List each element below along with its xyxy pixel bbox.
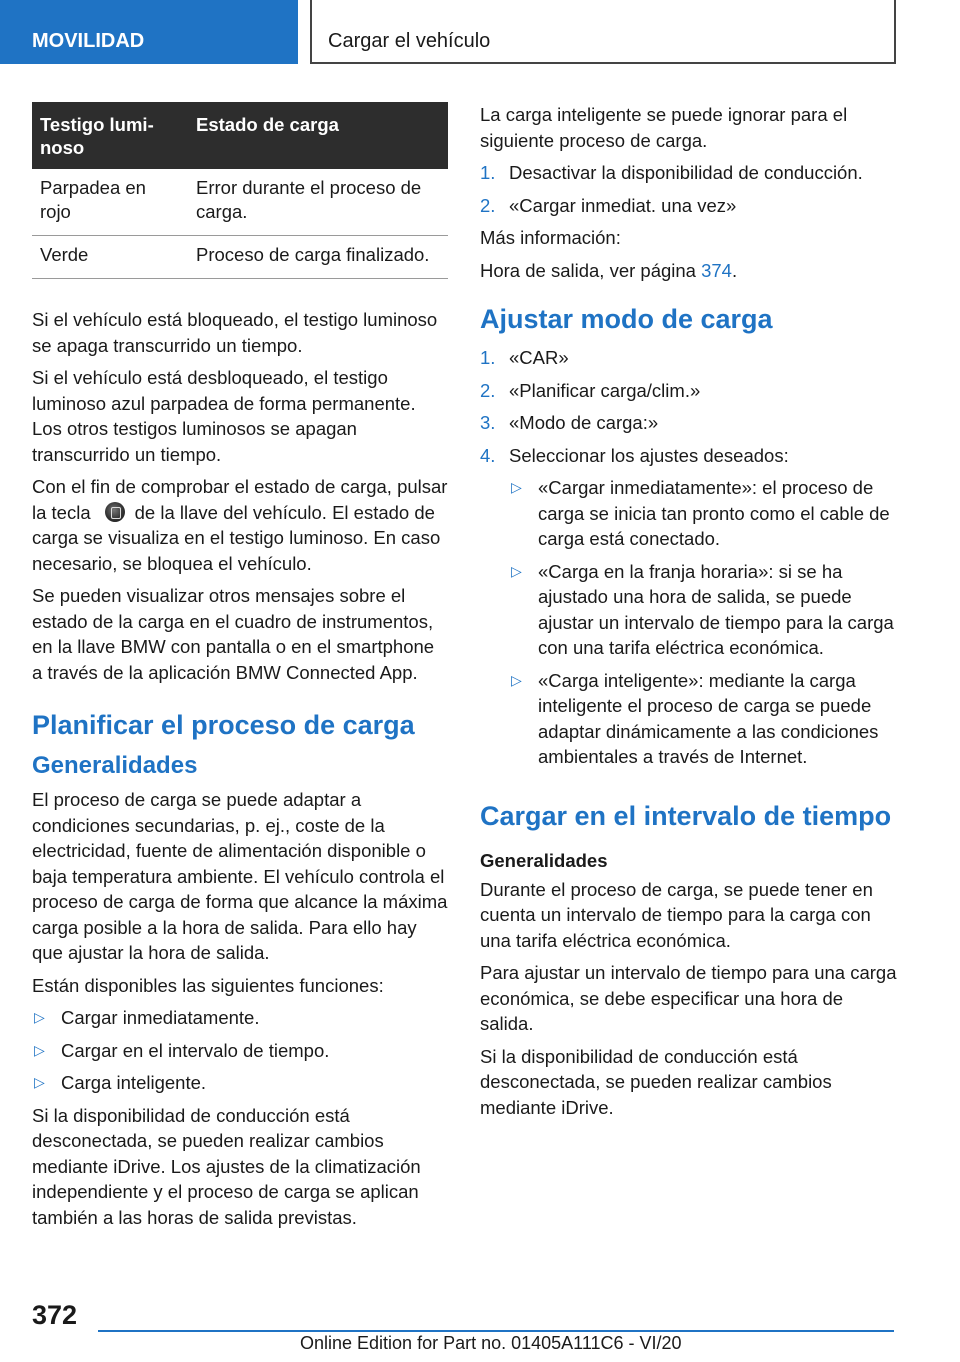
paragraph-text: Hora de salida, ver página — [480, 259, 696, 281]
page-reference-link[interactable]: 374 — [701, 259, 732, 281]
page-number: 372 — [32, 1300, 78, 1330]
paragraph-text: de la llave del vehículo. El estado de carga se visualiza en el testigo luminoso. En caso necesario, se bloquea el vehículo. — [32, 501, 441, 574]
list-item-text: Cargar inmediatamente. — [61, 1007, 260, 1028]
table-cell: Error durante el proceso de carga. — [188, 169, 448, 236]
paragraph: El proceso de carga se puede adaptar a condiciones secundarias, p. ej., coste de la electricidad, fuente de alimentación disponible o baja temperatura ambiente. El vehículo controla el proceso de carga de forma que alcance la máxima carga posible a la hora de salida. Para ello hay que ajustar la hora de salida. — [32, 789, 448, 963]
list-item-text: «Cargar inmediat. una vez» — [509, 194, 737, 216]
paragraph: Si la disponibilidad de conducción está desconectada, se pueden realizar cambios mediante iDrive. — [480, 1045, 832, 1118]
table-header-row — [32, 102, 448, 169]
paragraph: Para ajustar un intervalo de tiempo para una carga económica, se debe especificar una hora de salida. — [480, 962, 897, 1034]
triangle-bullet-icon: ▷ — [511, 562, 522, 579]
paragraph: Si el vehículo está bloqueado, el testigo luminoso se apaga transcurrido un tiempo. — [32, 309, 438, 356]
list-item-text: Carga inteligente. — [61, 1072, 207, 1093]
list-item-text: Desactivar la disponibilidad de conducción. — [509, 162, 863, 183]
list-item-text: «Cargar inmediatamente»: el proceso de carga se inicia tan pronto como el cable de carga está conectado. — [538, 477, 890, 549]
list-item-text: Cargar en el intervalo de tiempo. — [61, 1039, 330, 1061]
table-header-cell: Testigo lumi-noso — [32, 102, 188, 169]
triangle-bullet-icon: ▷ — [34, 1009, 45, 1025]
list-item-text: «Carga en la franja horaria»: si se ha ajustado una hora de salida, se puede ajustar un intervalo de tiempo para la carga con una tarifa eléctrica económica. — [538, 560, 894, 658]
list-item-text: «Carga inteligente»: mediante la carga inteligente el proceso de carga se puede adaptar dinámicamente a las condiciones ambientales a través de Internet. — [538, 669, 879, 767]
list-item-text: «Modo de carga:» — [509, 412, 659, 433]
footer-divider — [98, 1330, 894, 1332]
paragraph-text: Con el fin de comprobar el estado de carga, pulsar la tecla — [32, 476, 448, 523]
section-heading: Cargar en el intervalo de tiempo — [480, 800, 892, 831]
right-column — [480, 102, 900, 1127]
section-heading: Planificar el proceso de carga — [32, 710, 415, 740]
subsection-heading: Generalidades — [480, 849, 608, 871]
list-item — [32, 1038, 448, 1064]
list-item-text: Seleccionar los ajustes deseados: — [509, 444, 789, 466]
step-number: 3. — [480, 412, 496, 433]
steps-list — [480, 345, 900, 770]
step-number: 1. — [480, 162, 496, 183]
footer-edition-text: Online Edition for Part no. 01405A111C6 - VI/20 — [300, 1333, 682, 1353]
left-column — [32, 102, 448, 1237]
options-list — [509, 475, 900, 770]
triangle-bullet-icon: ▷ — [34, 1074, 45, 1090]
list-item — [480, 345, 900, 371]
header-page-title: Cargar el vehículo — [310, 0, 896, 64]
step-number: 4. — [480, 444, 496, 466]
table-header-cell: Estado de carga — [188, 102, 448, 169]
paragraph: Durante el proceso de carga, se puede tener en cuenta un intervalo de tiempo para la carga con una tarifa eléctrica económica. — [480, 878, 873, 951]
triangle-bullet-icon: ▷ — [511, 479, 522, 495]
table-cell: Verde — [32, 236, 188, 279]
paragraph: Más información: — [480, 227, 621, 248]
list-item — [480, 193, 900, 219]
list-item-text: «CAR» — [509, 347, 569, 368]
triangle-bullet-icon: ▷ — [511, 671, 522, 688]
list-item-text: «Planificar carga/clim.» — [509, 379, 701, 401]
list-item — [480, 410, 900, 436]
triangle-bullet-icon: ▷ — [34, 1041, 45, 1058]
paragraph — [32, 474, 448, 576]
section-heading: Ajustar modo de carga — [480, 304, 773, 334]
paragraph: Se pueden visualizar otros mensajes sobre el estado de la carga en el cuadro de instrumentos, en la llave BMW con pantalla o en el smartphone a través de la aplicación BMW Connected App. — [32, 585, 435, 683]
status-table — [32, 102, 448, 279]
list-item — [509, 668, 900, 770]
table-cell: Proceso de carga finalizado. — [188, 236, 448, 279]
list-item — [509, 475, 900, 552]
function-list — [32, 1005, 448, 1096]
table-row — [32, 236, 448, 279]
table-cell: Parpadea en rojo — [32, 169, 188, 236]
list-item — [32, 1005, 448, 1031]
list-item — [32, 1070, 448, 1096]
list-item — [509, 559, 900, 661]
paragraph: Están disponibles las siguientes funciones: — [32, 974, 384, 996]
list-item — [480, 378, 900, 404]
step-number: 1. — [480, 347, 496, 368]
table-row — [32, 169, 448, 236]
step-number: 2. — [480, 379, 496, 401]
paragraph: Si el vehículo está desbloqueado, el testigo luminoso azul parpadea de forma permanente. Los otros testigos luminosos se apagan transcurrido un tiempo. — [32, 367, 416, 465]
header-section-label: MOVILIDAD — [0, 0, 298, 64]
key-button-icon — [105, 502, 125, 522]
list-item — [480, 443, 900, 770]
paragraph: La carga inteligente se puede ignorar para el siguiente proceso de carga. — [480, 104, 848, 151]
list-item — [480, 160, 900, 186]
subsection-heading: Generalidades — [32, 752, 198, 779]
step-number: 2. — [480, 194, 496, 216]
paragraph: Hora de salida, ver página 374. — [480, 259, 738, 281]
steps-list — [480, 160, 900, 218]
paragraph: Si la disponibilidad de conducción está desconectada, se pueden realizar cambios mediante iDrive. Los ajustes de la climatización independiente y el proceso de carga se aplican también a las horas de salida previstas. — [32, 1104, 421, 1228]
